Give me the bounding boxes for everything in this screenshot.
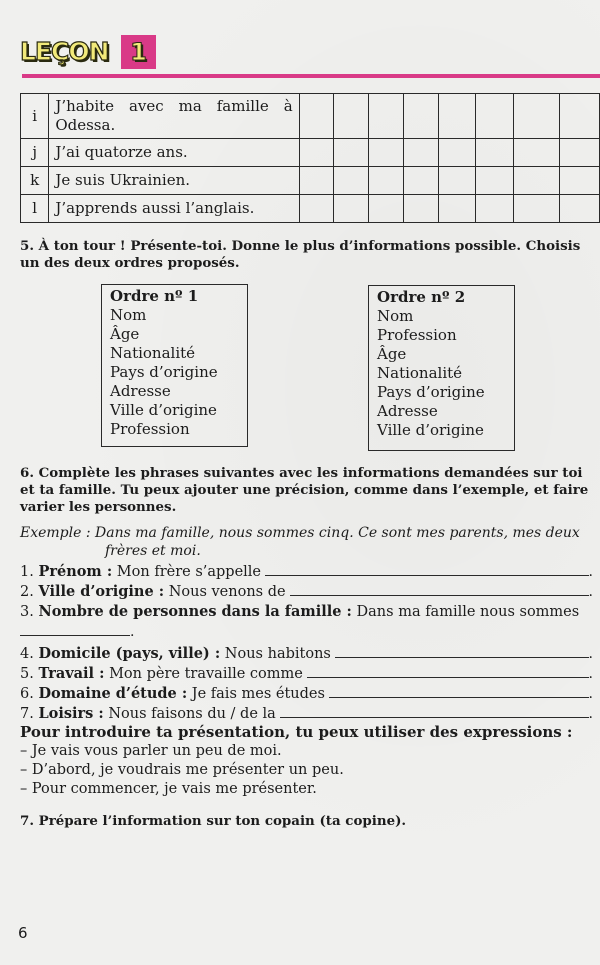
row-letter: l [21, 195, 49, 223]
period: . [588, 564, 593, 580]
order-item: Nom [110, 306, 147, 324]
row-letter: i [21, 94, 49, 139]
answer-cell[interactable] [299, 195, 334, 223]
instruction-line: varier les personnes. [20, 499, 177, 515]
table-row [21, 195, 600, 223]
instruction-line: 5. À ton tour ! Présente-toi. Donne le plus d’informations possible. Choisis [20, 238, 581, 254]
table-row [21, 167, 600, 195]
answer-blank[interactable] [307, 664, 589, 678]
row-sentence: J’apprends aussi l’anglais. [49, 195, 299, 223]
page-number: 6 [18, 924, 28, 942]
item-number: 4. [20, 646, 34, 662]
answer-cell[interactable] [514, 139, 560, 167]
answer-cell[interactable] [476, 195, 514, 223]
item-text: Nous habitons [224, 646, 331, 662]
order-item: Nom [377, 307, 414, 325]
period: . [588, 584, 593, 600]
item-label: Ville d’origine : [38, 583, 165, 600]
lesson-number-badge: 1 [121, 35, 156, 69]
answer-blank[interactable] [265, 562, 589, 576]
item-text: Mon frère s’appelle [116, 564, 262, 580]
answer-cell[interactable] [514, 195, 560, 223]
row-sentence: J’habite avec ma famille à Odessa. [49, 94, 299, 139]
order-2-title: Ordre nº 2 [377, 288, 466, 306]
item-label: Domicile (pays, ville) : [38, 645, 221, 662]
answer-cell[interactable] [476, 167, 514, 195]
exercise-6-instructions [20, 465, 600, 516]
order-item: Ville d’origine [377, 421, 484, 439]
period: . [588, 686, 593, 702]
expression-item: – Pour commencer, je vais me présenter. [20, 781, 317, 797]
instruction-line: un des deux ordres proposés. [20, 255, 240, 271]
exercise-5-instructions [20, 238, 600, 272]
order-item: Âge [377, 345, 407, 363]
answer-cell[interactable] [476, 94, 514, 139]
answer-cell[interactable] [334, 195, 369, 223]
fill-in-list [20, 562, 593, 724]
item-label: Prénom : [38, 563, 113, 580]
period: . [588, 646, 593, 662]
order-item: Ville d’origine [110, 401, 217, 419]
table-row [21, 139, 600, 167]
item-text: Mon père travaille comme [109, 666, 303, 682]
fill-item-5 [20, 664, 593, 684]
period: . [588, 666, 593, 682]
order-item: Profession [110, 420, 190, 438]
answer-cell[interactable] [438, 167, 476, 195]
answer-cell[interactable] [560, 139, 600, 167]
answer-blank[interactable] [335, 644, 589, 658]
answer-cell[interactable] [438, 94, 476, 139]
item-number: 6. [20, 686, 34, 702]
answer-cell[interactable] [438, 195, 476, 223]
header-divider [22, 74, 600, 78]
item-number: 2. [20, 584, 34, 600]
order-1-title: Ordre nº 1 [110, 287, 199, 305]
fill-item-4 [20, 644, 593, 664]
order-item: Nationalité [110, 344, 196, 362]
expressions-title: Pour introduire ta présentation, tu peux utiliser des expressions : [20, 723, 573, 741]
row-sentence: Je suis Ukrainien. [49, 167, 299, 195]
row-sentence: J’ai quatorze ans. [49, 139, 299, 167]
item-text: Je fais mes études [191, 686, 325, 702]
instruction-line: 6. Complète les phrases suivantes avec les informations demandées sur toi [20, 465, 583, 481]
order-2-box [368, 285, 515, 451]
item-number: 3. [20, 604, 34, 620]
answer-cell[interactable] [369, 195, 404, 223]
item-label: Travail : [38, 665, 105, 682]
order-item: Nationalité [377, 364, 463, 382]
fill-item-7 [20, 704, 593, 724]
order-item: Adresse [377, 402, 438, 420]
example-line: frères et moi. [105, 543, 201, 559]
item-label: Nombre de personnes dans la famille : [38, 603, 352, 620]
answer-blank[interactable] [20, 622, 130, 636]
item-text: Dans ma famille nous sommes [356, 604, 580, 620]
answer-cell[interactable] [334, 139, 369, 167]
fill-item-3-continuation [20, 622, 593, 644]
order-item: Pays d’origine [110, 363, 218, 381]
fill-item-1 [20, 562, 593, 582]
order-item: Âge [110, 325, 140, 343]
period: . [588, 706, 593, 722]
answer-cell[interactable] [403, 195, 438, 223]
item-text: Nous venons de [168, 584, 286, 600]
period: . [130, 624, 135, 640]
answer-cell[interactable] [299, 139, 334, 167]
item-number: 7. [20, 706, 34, 722]
answer-cell[interactable] [369, 167, 404, 195]
table-row [21, 94, 600, 139]
answer-cell[interactable] [299, 94, 334, 139]
expression-item: – D’abord, je voudrais me présenter un peu. [20, 762, 344, 778]
answer-cell[interactable] [438, 139, 476, 167]
order-item: Profession [377, 326, 457, 344]
lesson-title: LEÇON [20, 37, 109, 66]
item-label: Loisirs : [38, 705, 104, 722]
answer-cell[interactable] [369, 139, 404, 167]
answer-cell[interactable] [560, 167, 600, 195]
item-label: Domaine d’étude : [38, 685, 188, 702]
answer-blank[interactable] [280, 704, 589, 718]
answer-cell[interactable] [560, 94, 600, 139]
item-text: Nous faisons du / de la [108, 706, 276, 722]
order-item: Pays d’origine [377, 383, 485, 401]
example-text [20, 524, 600, 560]
answer-cell[interactable] [476, 139, 514, 167]
answer-cell[interactable] [560, 195, 600, 223]
row-letter: j [21, 139, 49, 167]
fill-item-3 [20, 602, 593, 622]
fill-item-2 [20, 582, 593, 602]
matching-table [20, 93, 600, 223]
fill-item-6 [20, 684, 593, 704]
answer-cell[interactable] [403, 139, 438, 167]
answer-cell[interactable] [299, 167, 334, 195]
answer-cell[interactable] [334, 94, 369, 139]
answer-cell[interactable] [514, 94, 560, 139]
row-letter: k [21, 167, 49, 195]
answer-blank[interactable] [329, 684, 589, 698]
example-line: Exemple : Dans ma famille, nous sommes cinq. Ce sont mes parents, mes deux [20, 525, 580, 541]
answer-cell[interactable] [403, 94, 438, 139]
answer-cell[interactable] [334, 167, 369, 195]
instruction-line: et ta famille. Tu peux ajouter une précision, comme dans l’exemple, et faire [20, 482, 589, 498]
answer-blank[interactable] [290, 582, 589, 596]
expression-item: – Je vais vous parler un peu de moi. [20, 743, 282, 759]
answer-cell[interactable] [403, 167, 438, 195]
exercise-7-instructions: 7. Prépare l’information sur ton copain (ta copine). [20, 813, 407, 829]
expressions-block [20, 723, 600, 799]
answer-cell[interactable] [514, 167, 560, 195]
answer-cell[interactable] [369, 94, 404, 139]
order-item: Adresse [110, 382, 171, 400]
item-number: 5. [20, 666, 34, 682]
item-number: 1. [20, 564, 34, 580]
order-1-box [101, 284, 248, 447]
